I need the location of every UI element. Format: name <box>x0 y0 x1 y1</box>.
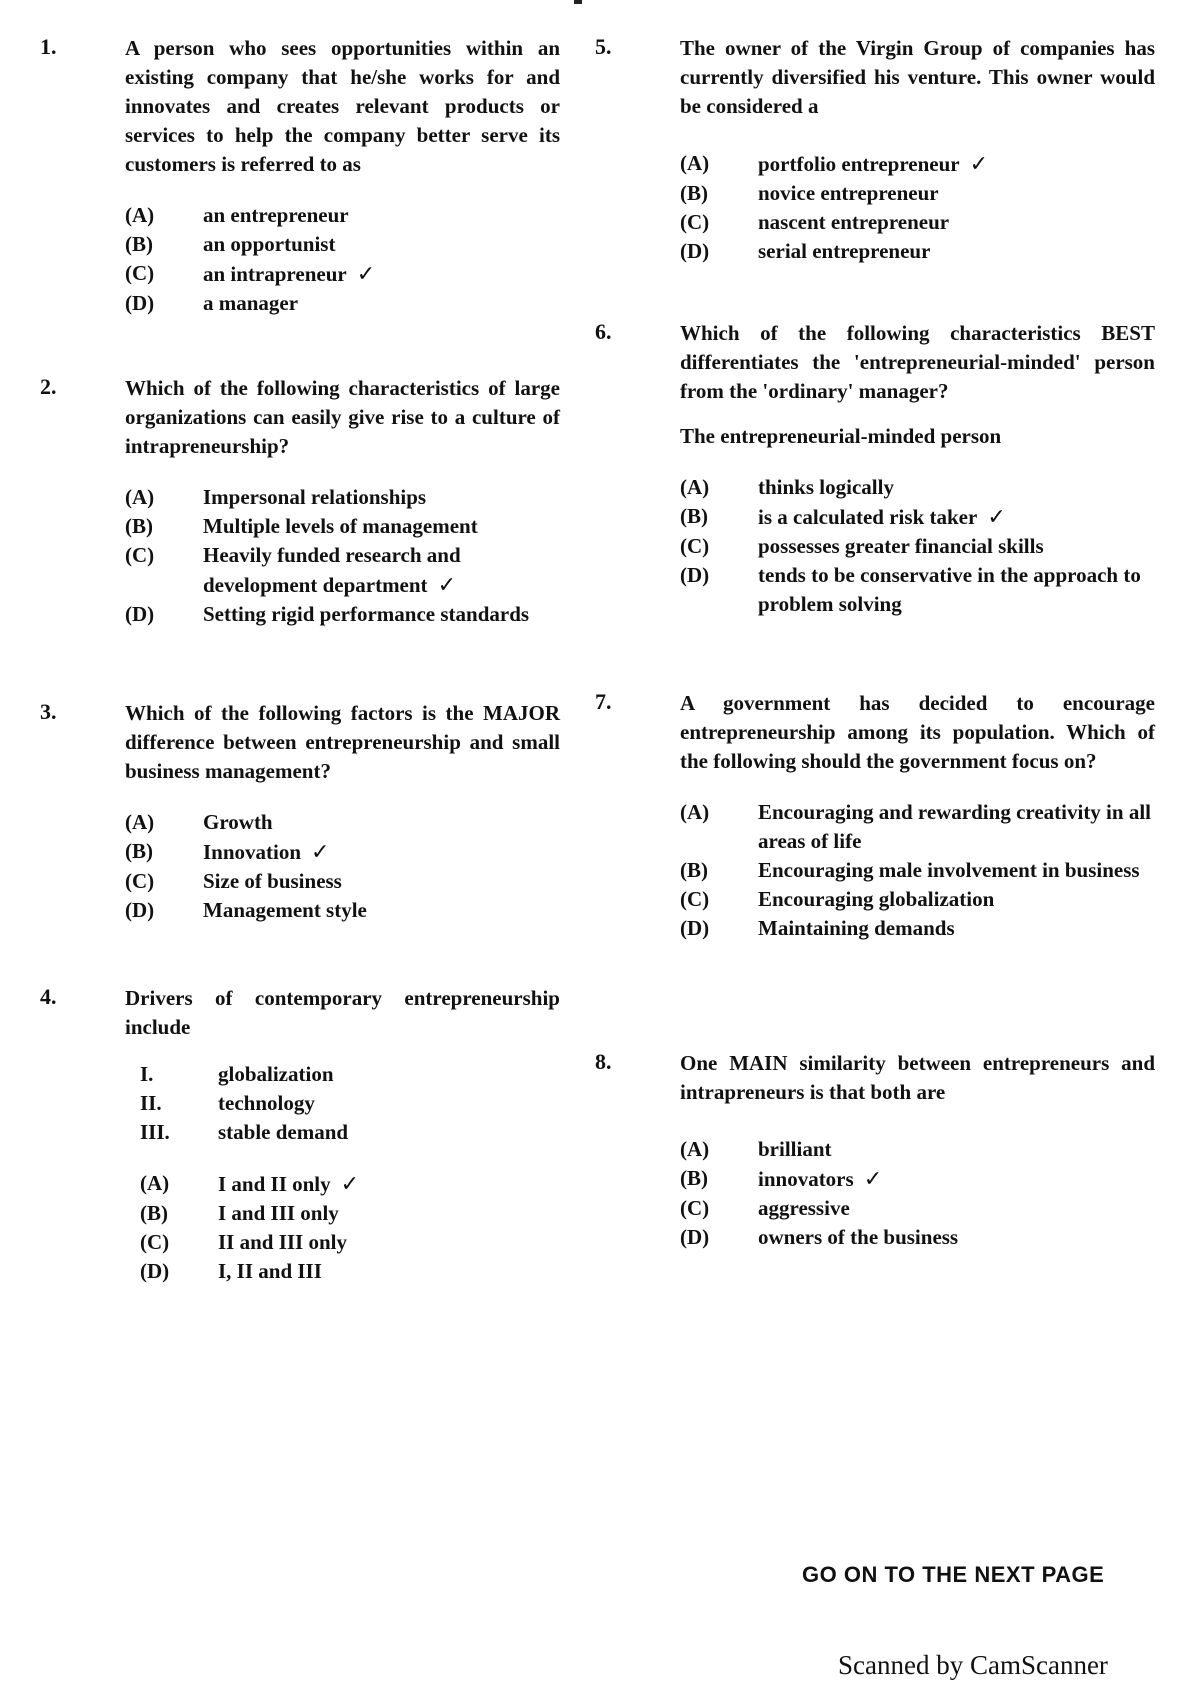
option-label: (C) <box>125 261 155 285</box>
option-label: (B) <box>680 858 708 882</box>
option-text: I and III only <box>218 1201 339 1225</box>
option-d[interactable] <box>680 561 1155 619</box>
roman-item <box>140 1089 560 1118</box>
checkmark-icon: ✓ <box>311 839 330 864</box>
option-label: (C) <box>680 887 710 911</box>
option-c[interactable] <box>680 1194 1155 1223</box>
option-a[interactable] <box>680 149 1155 179</box>
option-label: (D) <box>680 563 710 587</box>
roman-label: I. <box>140 1062 154 1086</box>
roman-item <box>140 1060 560 1089</box>
question-stem: Which of the following factors is the MAJOR difference between entrepreneurship and small business management? <box>125 701 560 783</box>
option-label: (B) <box>140 1201 168 1225</box>
option-label: (D) <box>140 1259 170 1283</box>
options-list <box>125 483 560 629</box>
option-d[interactable] <box>680 1223 1155 1252</box>
roman-text: stable demand <box>218 1120 349 1144</box>
question-number: 6. <box>595 319 612 344</box>
option-text: Maintaining demands <box>758 916 955 940</box>
options-list <box>680 1135 1155 1252</box>
option-text: Encouraging globalization <box>758 887 995 911</box>
right-column <box>595 34 1155 1252</box>
option-label: (C) <box>680 534 710 558</box>
option-a[interactable] <box>140 1169 560 1199</box>
checkmark-icon: ✓ <box>340 1171 360 1196</box>
option-text: Management style <box>203 898 367 922</box>
question-stem: Drivers of contemporary entrepreneurship include <box>125 986 560 1039</box>
option-text: innovators <box>758 1167 854 1191</box>
option-c[interactable] <box>140 1228 560 1257</box>
option-label: (B) <box>680 181 708 205</box>
option-c[interactable] <box>680 208 1155 237</box>
option-label: (B) <box>125 514 153 538</box>
option-text: owners of the business <box>758 1225 959 1249</box>
option-label: (A) <box>680 475 710 499</box>
question-6 <box>595 319 1155 689</box>
option-a[interactable] <box>125 201 560 230</box>
question-stem: The owner of the Virgin Group of companies has currently diversified his venture. This owner would be considered a <box>680 36 1155 118</box>
option-a[interactable] <box>680 1135 1155 1164</box>
option-label: (D) <box>680 1225 710 1249</box>
question-2 <box>40 374 560 674</box>
roman-text: technology <box>218 1091 315 1115</box>
option-label: (D) <box>680 239 710 263</box>
option-text: Encouraging male involvement in business <box>758 858 1140 882</box>
left-column <box>40 34 560 1286</box>
option-b[interactable] <box>680 1164 1155 1194</box>
option-text: aggressive <box>758 1196 850 1220</box>
question-3 <box>40 699 560 979</box>
option-b[interactable] <box>125 837 560 867</box>
option-c[interactable] <box>125 259 560 289</box>
option-text: a manager <box>203 291 299 315</box>
roman-text: globalization <box>218 1062 334 1086</box>
option-b[interactable] <box>125 230 560 259</box>
option-label: (B) <box>680 504 708 528</box>
checkmark-icon: ✓ <box>863 1166 883 1191</box>
option-d[interactable] <box>680 914 1155 943</box>
option-label: (C) <box>140 1230 170 1254</box>
option-label: (B) <box>125 232 153 256</box>
options-list <box>680 149 1155 266</box>
option-text: portfolio entrepreneur <box>758 152 960 176</box>
option-a[interactable] <box>125 808 560 837</box>
option-text: Encouraging and rewarding creativity in all areas of life <box>758 800 1151 853</box>
option-label: (A) <box>125 810 155 834</box>
question-number: 3. <box>40 699 57 724</box>
option-label: (C) <box>125 869 155 893</box>
option-c[interactable] <box>680 885 1155 914</box>
option-label: (A) <box>680 151 710 175</box>
option-text: an entrepreneur <box>203 203 349 227</box>
option-label: (A) <box>125 485 155 509</box>
option-text: serial entrepreneur <box>758 239 931 263</box>
option-text: is a calculated risk taker <box>758 505 978 529</box>
option-text: Size of business <box>203 869 342 893</box>
option-text: I and II only <box>218 1172 331 1196</box>
option-b[interactable] <box>680 502 1155 532</box>
option-label: (A) <box>140 1171 170 1195</box>
option-text: nascent entrepreneur <box>758 210 950 234</box>
option-d[interactable] <box>125 896 560 925</box>
checkmark-icon: ✓ <box>437 572 456 597</box>
option-d[interactable] <box>125 289 560 318</box>
option-b[interactable] <box>140 1199 560 1228</box>
option-label: (A) <box>125 203 155 227</box>
option-label: (B) <box>680 1166 708 1190</box>
option-text: Innovation <box>203 840 302 864</box>
question-number: 2. <box>40 374 57 399</box>
option-c[interactable] <box>125 541 560 600</box>
question-stem: A government has decided to encourage entrepreneurship among its population. Which of the following should the government focus on? <box>680 691 1155 773</box>
question-number: 5. <box>595 34 612 59</box>
option-a[interactable] <box>680 473 1155 502</box>
option-label: (A) <box>680 1137 710 1161</box>
option-label: (D) <box>125 291 155 315</box>
option-c[interactable] <box>125 867 560 896</box>
option-text: Setting rigid performance standards <box>203 602 530 626</box>
option-text: possesses greater financial skills <box>758 534 1044 558</box>
option-label: (D) <box>125 602 155 626</box>
option-label: (B) <box>125 839 153 863</box>
option-d[interactable] <box>125 600 560 629</box>
option-label: (C) <box>125 543 155 567</box>
option-a[interactable] <box>680 798 1155 856</box>
options-list <box>680 473 1155 619</box>
option-label: (D) <box>680 916 710 940</box>
checkmark-icon: ✓ <box>987 504 1006 529</box>
question-stem: One MAIN similarity between entrepreneurs and intrapreneurs is that both are <box>680 1051 1155 1104</box>
option-text: an intrapreneur <box>203 262 347 286</box>
question-number: 7. <box>595 689 612 714</box>
option-text: brilliant <box>758 1137 832 1161</box>
options-list <box>125 201 560 318</box>
option-b[interactable] <box>680 856 1155 885</box>
option-a[interactable] <box>125 483 560 512</box>
option-c[interactable] <box>680 532 1155 561</box>
roman-label: III. <box>140 1120 170 1144</box>
question-number: 8. <box>595 1049 612 1074</box>
question-number: 4. <box>40 984 57 1009</box>
options-list <box>140 1169 560 1286</box>
roman-label: II. <box>140 1091 162 1115</box>
question-1 <box>40 34 560 339</box>
option-text: Multiple levels of management <box>203 514 478 538</box>
question-7 <box>595 689 1155 1049</box>
option-b[interactable] <box>680 179 1155 208</box>
checkmark-icon: ✓ <box>356 261 376 286</box>
question-substem: The entrepreneurial-minded person <box>680 424 1002 448</box>
roman-item <box>140 1118 560 1147</box>
scanner-watermark: Scanned by CamScanner <box>838 1650 1108 1680</box>
option-label: (C) <box>680 1196 710 1220</box>
option-d[interactable] <box>140 1257 560 1286</box>
question-8 <box>595 1049 1155 1252</box>
option-text: Heavily funded research and development department <box>203 543 461 597</box>
question-4 <box>40 984 560 1286</box>
option-label: (D) <box>125 898 155 922</box>
question-stem: Which of the following characteristics BEST differentiates the 'entrepreneurial-minded' person from the 'ordinary' manager? <box>680 321 1155 403</box>
question-5 <box>595 34 1155 319</box>
options-list <box>125 808 560 925</box>
option-label: (A) <box>680 800 710 824</box>
option-text: I, II and III <box>218 1259 322 1283</box>
option-text: tends to be conservative in the approach to problem solving <box>758 563 1141 616</box>
top-mark <box>574 0 582 4</box>
option-text: an opportunist <box>203 232 336 256</box>
question-stem: A person who sees opportunities within an existing company that he/she works for and innovates and creates relevant products or services to help the company better serve its customers is referred to as <box>125 36 560 176</box>
option-b[interactable] <box>125 512 560 541</box>
options-list <box>680 798 1155 943</box>
question-number: 1. <box>40 34 57 59</box>
roman-list <box>140 1060 560 1147</box>
option-text: thinks logically <box>758 475 894 499</box>
option-text: II and III only <box>218 1230 347 1254</box>
option-text: novice entrepreneur <box>758 181 939 205</box>
option-label: (C) <box>680 210 710 234</box>
option-d[interactable] <box>680 237 1155 266</box>
option-text: Impersonal relationships <box>203 485 427 509</box>
option-text: Growth <box>203 810 273 834</box>
go-on-next-page: GO ON TO THE NEXT PAGE <box>802 1562 1105 1587</box>
checkmark-icon: ✓ <box>969 151 989 176</box>
question-stem: Which of the following characteristics of large organizations can easily give rise to a culture of intrapreneurship? <box>125 376 560 458</box>
